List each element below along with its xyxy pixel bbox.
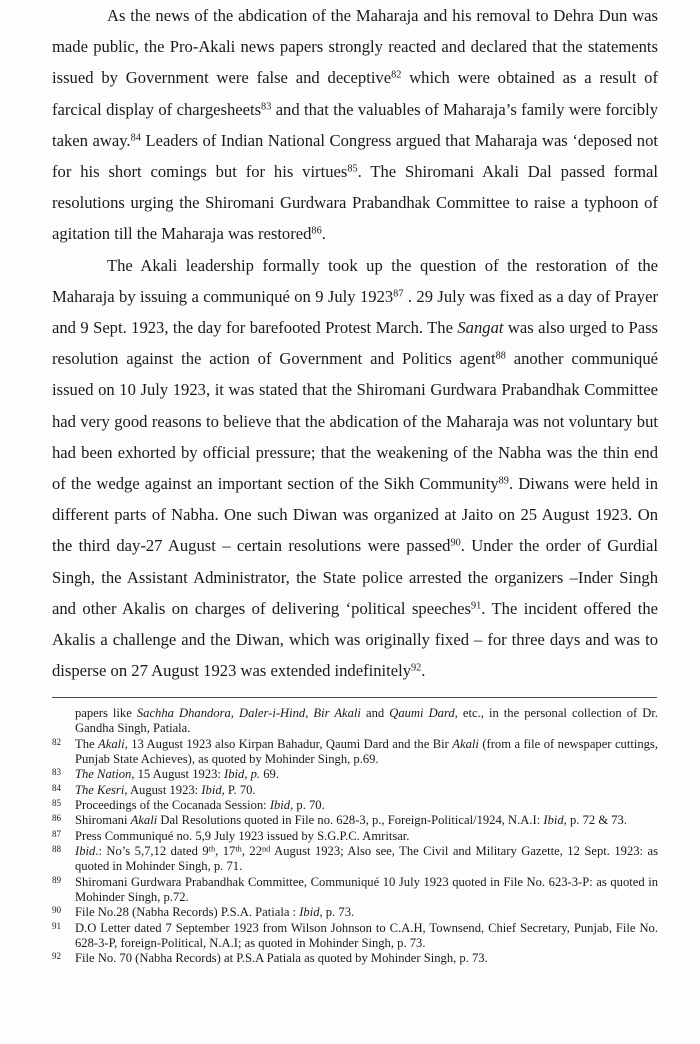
footnote-number: 84 xyxy=(52,782,62,793)
footnote-number: 89 xyxy=(52,874,62,885)
footnote-item xyxy=(52,767,658,782)
footnote-text: papers like Sachha Dhandora, Daler-i-Hind, Bir Akali and Qaumi Dard, etc., in the personal collection of Dr. Gandha Singh, Patiala. xyxy=(75,706,658,736)
footnote-text: The Akali, 13 August 1923 also Kirpan Bahadur, Qaumi Dard and the Bir Akali (from a file of newspaper cuttings, Punjab State Achieves), as quoted by Mohinder Singh, p.69. xyxy=(75,736,658,766)
footnote-text: The Nation, 15 August 1923: Ibid, p. 69. xyxy=(75,767,279,782)
footnote-item xyxy=(52,875,658,905)
footnote-item xyxy=(52,844,658,874)
footnote-number: 86 xyxy=(52,813,62,824)
footnote-item xyxy=(52,783,658,798)
footnotes-block xyxy=(52,706,658,967)
footnote-item xyxy=(52,905,658,920)
body-text-block xyxy=(52,0,658,686)
footnote-item xyxy=(52,737,658,767)
footnote-number: 82 xyxy=(52,736,62,747)
footnote-text: Shiromani Akali Dal Resolutions quoted in File no. 628-3, p., Foreign-Political/1924, N.A.I: Ibid, p. 72 & 73. xyxy=(75,813,627,828)
footnote-number: 91 xyxy=(52,920,62,931)
footnote-text: D.O Letter dated 7 September 1923 from Wilson Johnson to C.A.H, Townsend, Chief Secretary, Punjab, File No. 628-3-P, foreign-Political, N.A.I; as quoted in Mohinder Singh, p. 73. xyxy=(75,920,658,950)
footnote-item xyxy=(52,813,658,828)
footnote-item xyxy=(52,706,658,736)
footnote-text: Proceedings of the Cocanada Session: Ibid, p. 70. xyxy=(75,797,325,812)
footnote-number: 88 xyxy=(52,844,62,855)
footnote-item xyxy=(52,921,658,951)
footnote-item xyxy=(52,951,658,966)
footnote-text: File No.28 (Nabha Records) P.S.A. Patiala : Ibid, p. 73. xyxy=(75,905,355,920)
footnote-number: 87 xyxy=(52,828,62,839)
footnote-separator-rule xyxy=(52,697,657,698)
footnote-number: 83 xyxy=(52,767,62,778)
footnote-item xyxy=(52,829,658,844)
footnote-text: Ibid.: No’s 5,7,12 dated 9th, 17th, 22nd August 1923; Also see, The Civil and Military Gazette, 12 Sept. 1923: as quoted in Mohinder Singh, p. 71. xyxy=(75,844,659,874)
footnote-number: 85 xyxy=(52,797,62,808)
footnote-text: The Kesri, August 1923: Ibid, P. 70. xyxy=(75,782,256,797)
footnote-text: File No. 70 (Nabha Records) at P.S.A Patiala as quoted by Mohinder Singh, p. 73. xyxy=(75,951,488,966)
footnote-number: 92 xyxy=(52,951,62,962)
footnote-text: Press Communiqué no. 5,9 July 1923 issued by S.G.P.C. Amritsar. xyxy=(75,828,410,843)
body-paragraph-2: The Akali leadership formally took up the question of the restoration of the Maharaja by issuing a communiqué on 9 July 1923$^{87}$ . 29 July was fixed as a day of Prayer and 9 Sept. 1923, the day for barefooted Protest March. The Sangat was also urged to Pass resolution against the action of Government and Politics agent$^{88}$ another communiqué issued on 10 July 1923, it was stated that the Shiromani Gurdwara Prabandhak Committee had very good reasons to believe that the abdication of the Maharaja was not voluntary but had been exhorted by official pressure; that the weakening of the Nabha was the thin end of the wedge against an important section of the Sikh Community$^{89}$. Diwans were held in different parts of Nabha. One such Diwan was organized at Jaito on 25 August 1923. On the third day-27 August – certain resolutions were passed$^{90}$. Under the order of Gurdial Singh, the Assistant Administrator, the State police arrested the organizers –Inder Singh and other Akalis on charges of delivering ‘political speeches$^{91}$. The incident offered the Akalis a challenge and the Diwan, which was originally fixed – for three days and was to disperse on 27 August 1923 was extended indefinitely$^{92}$. xyxy=(52,255,658,681)
footnote-number: 90 xyxy=(52,905,62,916)
footnote-item xyxy=(52,798,658,813)
body-paragraph-1: As the news of the abdication of the Maharaja and his removal to Dehra Dun was made public, the Pro-Akali news papers strongly reacted and declared that the statements issued by Government were false and deceptive$^{82}$ which were obtained as a result of farcical display of chargesheets$^{83}$ and that the valuables of Maharaja’s family were forcibly taken away.$^{84}$ Leaders of Indian National Congress argued that Maharaja was ‘deposed not for his short comings but for his virtues$^{85}$. The Shiromani Akali Dal passed formal resolutions urging the Shiromani Gurdwara Prabandhak Committee to raise a typhoon of agitation till the Maharaja was restored$^{86}$. xyxy=(52,6,658,244)
footnote-text: Shiromani Gurdwara Prabandhak Committee, Communiqué 10 July 1923 quoted in File No. 623-3-P: as quoted in Mohinder Singh, p.72. xyxy=(75,874,658,904)
